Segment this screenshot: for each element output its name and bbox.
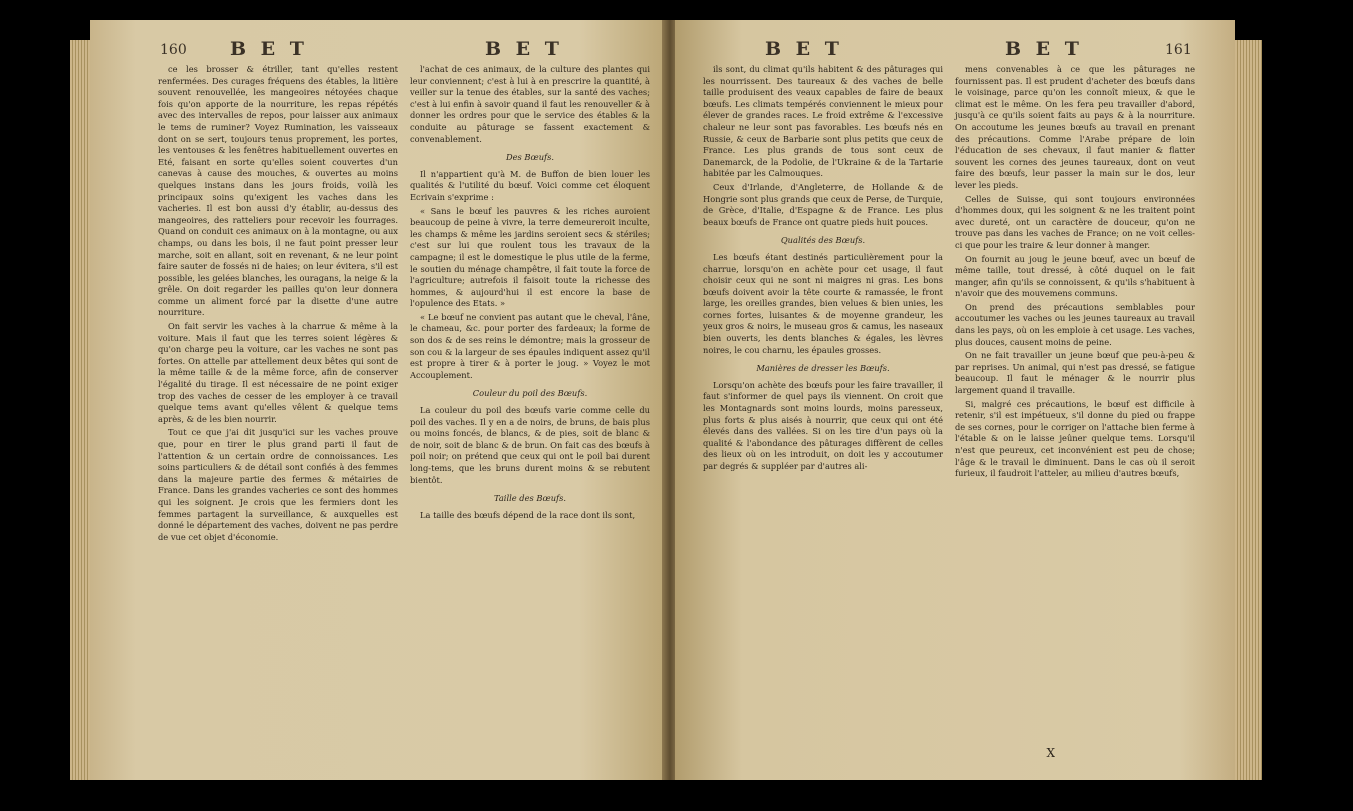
running-head: B E T <box>765 38 843 60</box>
paragraph: Les bœufs étant destinés particulièrement pour la charrue, lorsqu'on en achète pour cet usage, il faut choisir ceux qui ne sont ni maigres ni gras. Les bons bœufs doivent avoir la tête courte & ramassée, le front large, les oreilles grandes, bien velues & bien unies, les cornes fortes, luisantes & de moyenne grandeur, les yeux gros & noirs, le museau gros & camus, les naseaux bien ouverts, les dents blanches & égales, les lèvres noires, le cou charnu, les épaules grosses. <box>703 251 943 355</box>
paragraph: l'achat de ces animaux, de la culture des plantes qui leur conviennent; c'est à lui à en prescrire la quantité, à veiller sur la tenue des étables, sur la santé des vaches; c'est à lui enfin à savoir quand il faut les renouveller & à donner les ordres pour que le service des étables & la conduite au pâturage se fassent exactement & convenablement. <box>410 64 650 144</box>
paragraph: La taille des bœufs dépend de la race dont ils sont, <box>420 509 636 520</box>
paragraph: « Sans le bœuf les pauvres & les riches auroient beaucoup de peine à vivre, la terre demeureroit inculte, les champs & même les jardins seroient secs & stériles; c'est sur lui que roulent tous les travaux de la campagne; il est le domestique le plus utile de la ferme, le soutien du ménage champêtre, il fait toute la force de l'agriculture; autrefois il faisoit toute la richesse des hommes, & aujourd'hui il est encore la base de l'opulence des Etats. » <box>410 205 650 309</box>
paragraph: « Le bœuf ne convient pas autant que le cheval, l'âne, le chameau, &c. pour porter des fardeaux; la forme de son dos & de ses reins le démontre; mais la grosseur de son cou & la largeur de ses épaules indiquent assez qu'il est propre à tirer & à porter le joug. » Voyez le mot Accouplement. <box>410 311 650 380</box>
running-head: B E T <box>485 38 563 60</box>
section-heading: Taille des Bœufs. <box>493 493 567 504</box>
text-column-2 <box>410 64 650 523</box>
paragraph: Celles de Suisse, qui sont toujours environnées d'hommes doux, qui les soignent & ne les traitent point avec dureté, ont un caractère de douceur, qu'on ne trouve pas dans les vaches de France; on ne voit celles-ci que pour les traire & leur donner à manger. <box>955 193 1195 250</box>
right-page <box>675 20 1235 780</box>
left-page <box>90 20 665 780</box>
signature-mark: X <box>1046 746 1055 760</box>
page-edges-left <box>70 40 90 780</box>
paragraph: On fournit au joug le jeune bœuf, avec un bœuf de même taille, tout dressé, à côté duquel on le fait manger, afin qu'ils se connoissent, & qu'ils s'habituent à n'avoir que des mouvemens communs. <box>955 253 1195 299</box>
text-column-1 <box>703 64 943 475</box>
text-column-1 <box>158 64 398 545</box>
running-head: B E T <box>1005 38 1083 60</box>
section-heading: Manières de dresser les Bœufs. <box>756 363 890 374</box>
paragraph: Ceux d'Irlande, d'Angleterre, de Hollande & de Hongrie sont plus grands que ceux de Perse, de Turquie, de Grèce, d'Italie, d'Espagne & de France. Les plus beaux bœufs de France ont quatre pieds huit pouces. <box>703 181 943 227</box>
running-head: B E T <box>230 38 308 60</box>
section-heading: Couleur du poil des Bœufs. <box>472 388 588 399</box>
page-number: 160 <box>160 42 187 58</box>
page-edges-right <box>1232 40 1262 780</box>
paragraph: On prend des précautions semblables pour accoutumer les vaches ou les jeunes taureaux au travail dans les pays, où on les emploie à cet usage. Les vaches, plus douces, causent moins de peine. <box>955 301 1195 347</box>
page-number: 161 <box>1165 42 1192 58</box>
paragraph: Tout ce que j'ai dit jusqu'ici sur les vaches prouve que, pour en tirer le plus grand parti il faut de l'attention & un certain ordre de connoissances. Les soins particuliers & de détail sont confiés à des femmes dans la majeure partie des fermes & métairies de France. Dans les grandes vacheries ce sont des hommes qui les soignent. Je crois que les fermiers dont les femmes partagent la surveillance, & auxquelles est donné le département des vaches, doivent ne pas perdre de vue cet objet d'économie. <box>158 427 398 542</box>
paragraph: Lorsqu'on achète des bœufs pour les faire travailler, il faut s'informer de quel pays ils viennent. On croit que les Montagnards sont moins lourds, moins paresseux, plus forts & plus aisés à nourrir, que ceux qui ont été élevés dans des vallées. Si on les tire d'un pays où la qualité & l'abondance des pâturages diffèrent de celles des lieux où on les introduit, on doit les y accoutumer par degrés & suppléer par d'autres ali- <box>703 379 943 471</box>
text-column-2 <box>955 64 1195 482</box>
paragraph: mens convenables à ce que les pâturages ne fournissent pas. Il est prudent d'acheter des bœufs dans le voisinage, parce qu'on les connoît mieux, & que le climat est le même. On les fera peu travailler d'abord, jusqu'à ce qu'ils soient faits au pays & à la nourriture. On accoutume les jeunes bœufs au travail en prenant des précautions. Comme l'Arabe prépare de loin l'éducation de ses chevaux, il faut manier & flatter souvent les cornes des jeunes taureaux, dont on veut faire des bœufs, leur passer la main sur le dos, leur lever les pieds. <box>955 64 1195 190</box>
paragraph: ils sont, du climat qu'ils habitent & des pâturages qui les nourrissent. Des taureaux & des vaches de belle taille produisent des veaux capables de faire de beaux bœufs. Les climats tempérés conviennent le mieux pour élever de grandes races. Le froid extrême & l'excessive chaleur ne leur sont pas favorables. Les bœufs nés en Russie, & ceux de Barbarie sont plus petits que ceux de France. Les plus grands de tous sont ceux de Danemarck, de la Podolie, de l'Ukraine & de la Tartarie habitée par les Calmouques. <box>703 64 943 179</box>
paragraph: Il n'appartient qu'à M. de Buffon de bien louer les qualités & l'utilité du bœuf. Voici comme cet éloquent Ecrivain s'exprime : <box>410 168 650 202</box>
section-heading: Des Bœufs. <box>505 152 555 163</box>
section-heading: Qualités des Bœufs. <box>780 235 866 246</box>
paragraph: Si, malgré ces précautions, le bœuf est difficile à retenir, s'il est impétueux, s'il donne du pied ou frappe de ses cornes, pour le corriger on l'attache bien ferme à l'étable & on le laisse jeûner quelque tems. Lorsqu'il n'est que peureux, cet inconvénient est peu de chose; l'âge & le travail le diminuent. Dans le cas où il seroit furieux, il faudroit l'atteler, au milieu d'autres bœufs, <box>955 398 1195 479</box>
paragraph: ce les brosser & étriller, tant qu'elles restent renfermées. Des curages fréquens des étables, la litière souvent renouvellée, les mangeoires nétoyées chaque fois qu'on apporte de la nourriture, les repas répétés avec des intervalles de repos, pour laisser aux animaux le tems de ruminer? Voyez Rumination, les vaisseaux dont on se sert, toujours tenus proprement, les portes, les ventouses & les fenêtres habituellement ouvertes en Eté, faisant en sorte qu'elles soient couvertes d'un canevas à cause des mouches, & ouvertes au moins quelques instans dans les jours froids, voilà les principaux soins qu'exigent les vaches dans les vacheries. Il est bon aussi d'y établir, au-dessus des mangeoires, des ratteliers pour recevoir les fourrages. Quand on conduit ces animaux on à la montagne, ou aux champs, ou dans les bois, il ne faut point presser leur marche, soit en allant, soit en revenant, & ne leur point faire sauter de fossés ni de haies; on leur évitera, s'il est possible, les gelées blanches, les ouragans, la neige & la grêle. On doit regarder les pailles qu'on leur donnera comme un aliment forcé par la disette d'une autre nourriture. <box>158 64 398 318</box>
paragraph: On fait servir les vaches à la charrue & même à la voiture. Mais il faut que les terres soient légères & qu'on charge peu la voiture, car les vaches ne sont pas fortes. On attelle par attellement deux bêtes qui sont de la même taille & de la même force, afin de conserver l'égalité du tirage. Il est nécessaire de ne point exiger trop des vaches de cesser de les employer à ce travail quelque tems avant qu'elles vêlent & quelque tems après, & de les bien nourrir. <box>158 321 398 424</box>
paragraph: On ne fait travailler un jeune bœuf que peu-à-peu & par reprises. Un animal, qui n'est pas dressé, se fatigue beaucoup. Il faut le ménager & le nourrir plus largement quand il travaille. <box>955 350 1195 396</box>
paragraph: La couleur du poil des bœufs varie comme celle du poil des vaches. Il y en a de noirs, de bruns, de bais plus ou moins foncés, de blancs, & de pies, soit de blanc & de noir, soit de blanc & de brun. On fait cas des bœufs à poil noir; on prétend que ceux qui ont le poil bai durent long-tems, que les bruns durent moins & se rebutent bientôt. <box>410 405 650 485</box>
